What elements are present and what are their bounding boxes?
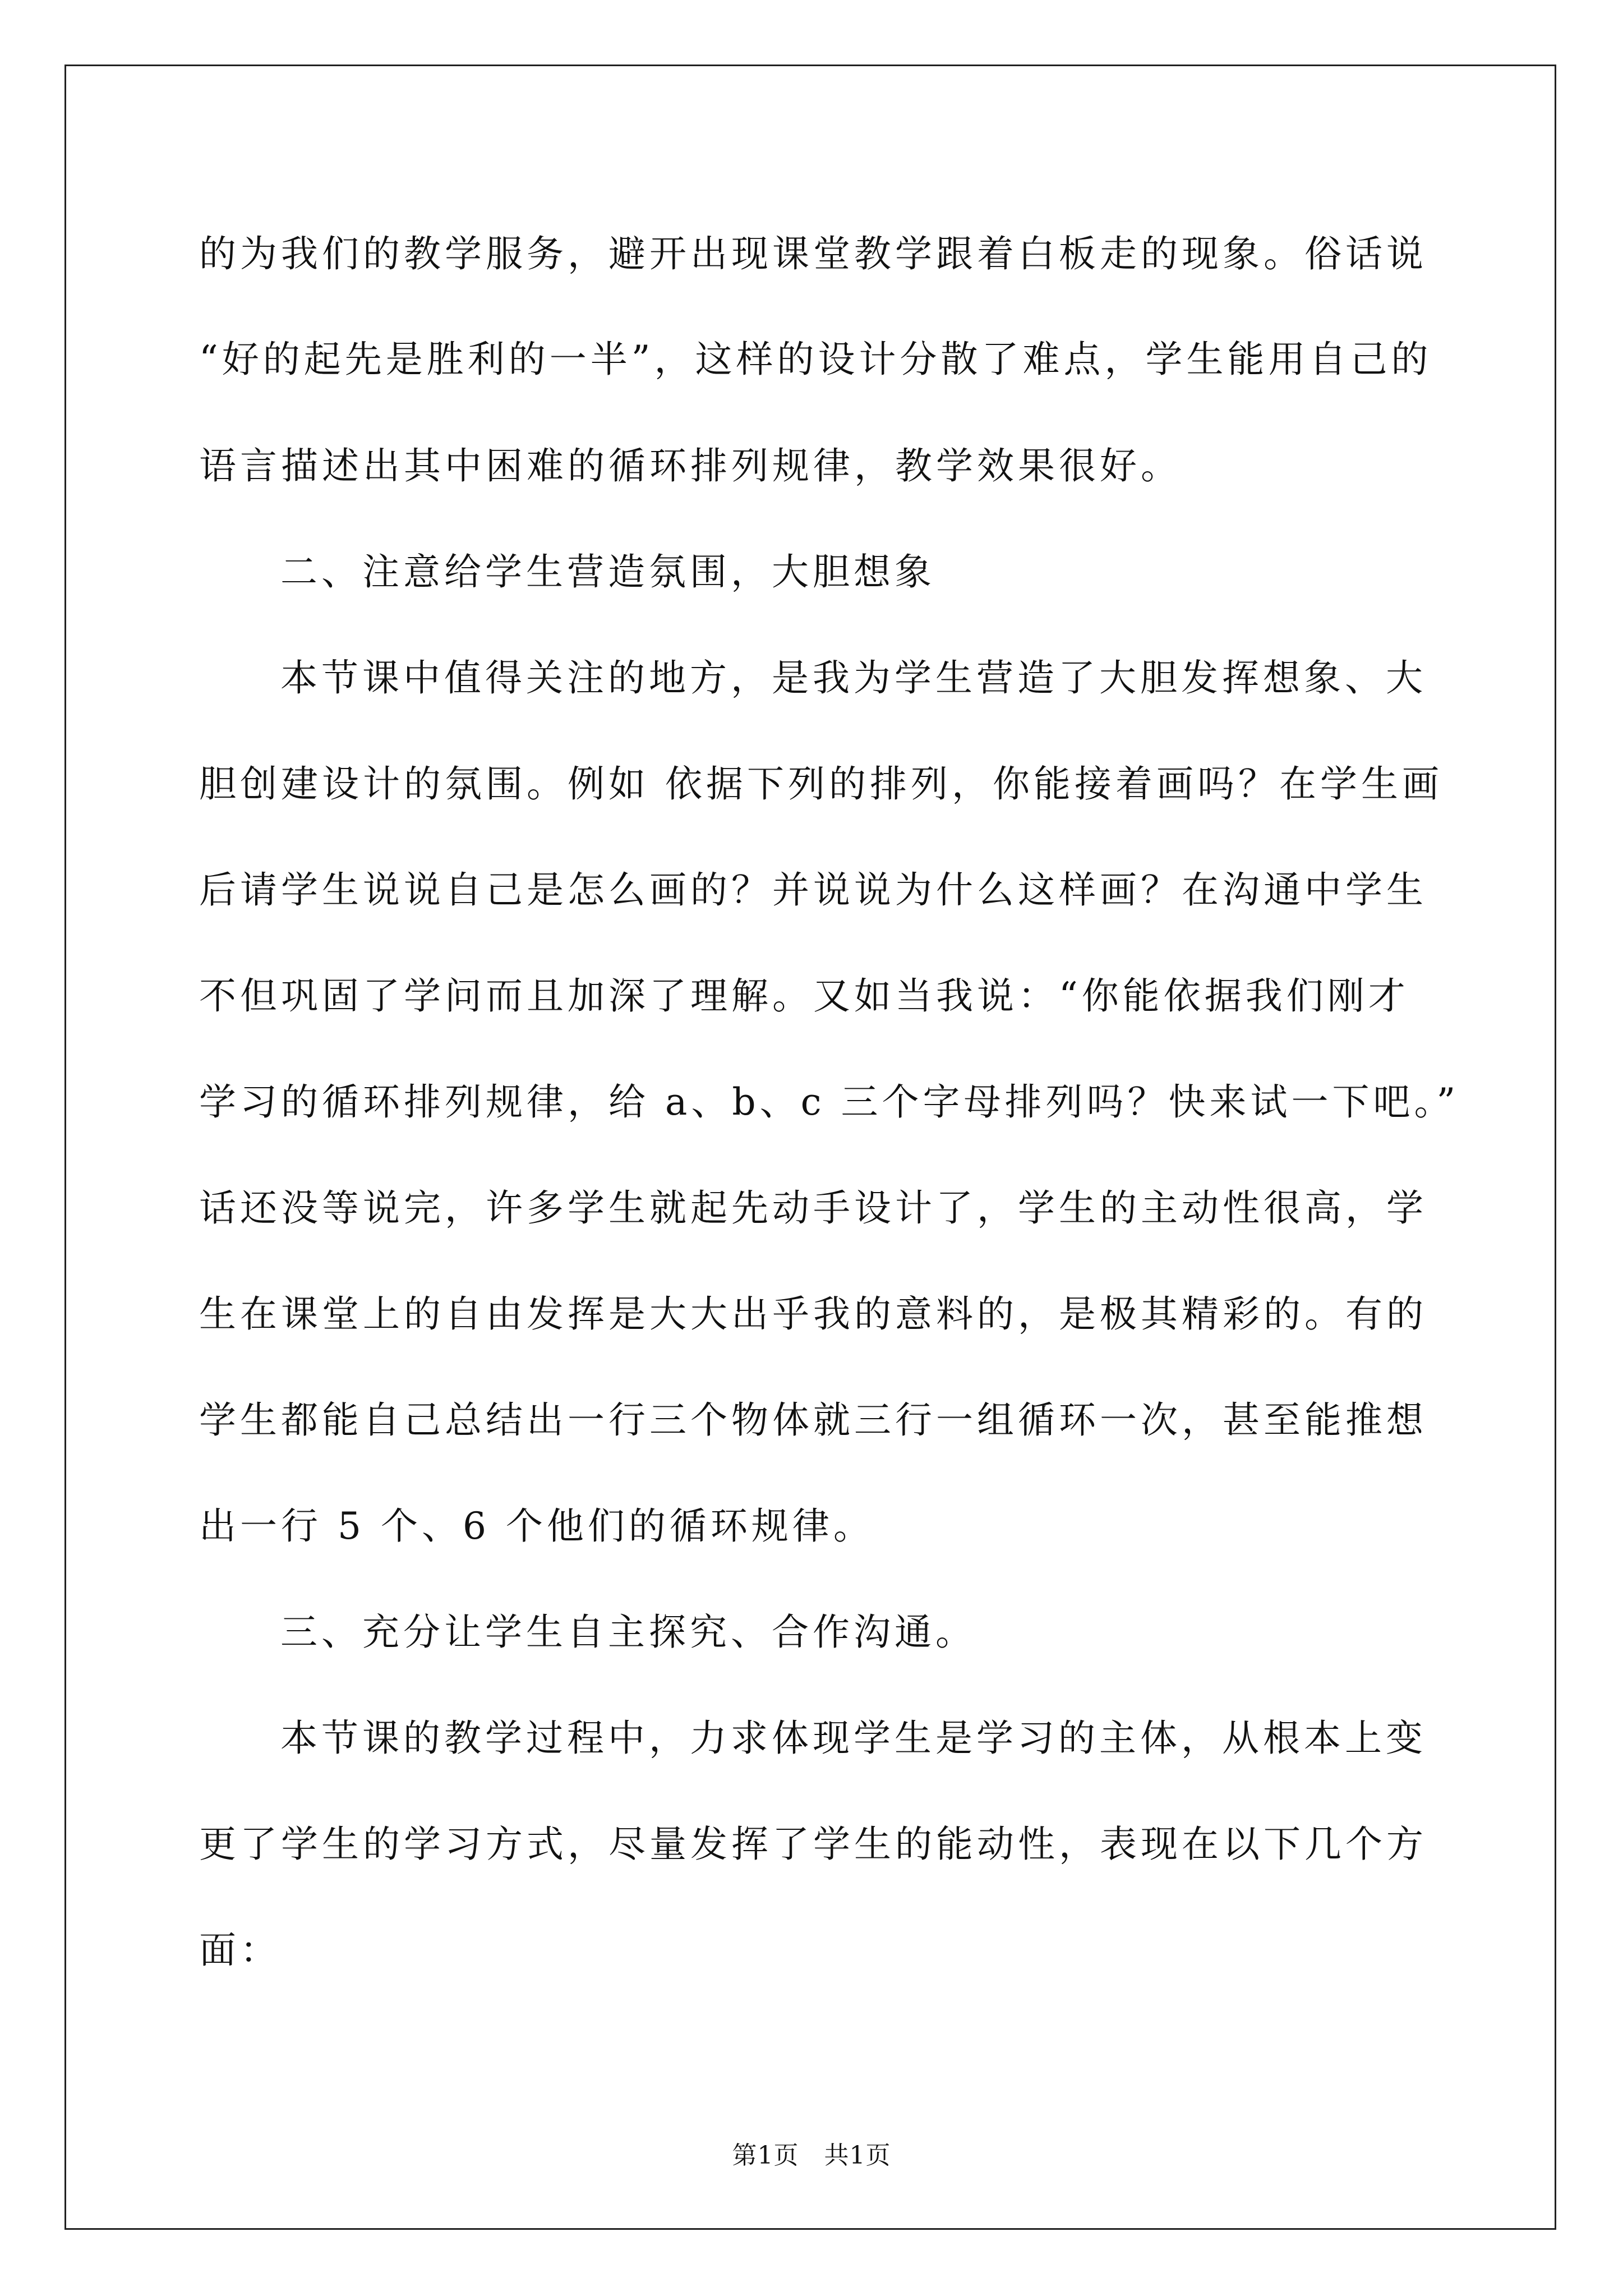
- body-line-15: 本节课的教学过程中，力求体现学生是学习的主体，从根本上变: [280, 1717, 1427, 1760]
- body-line-11: 生在课堂上的自由发挥是大大出乎我的意料的，是极其精彩的。有的: [199, 1292, 1427, 1336]
- body-line-16: 更了学生的学习方式，尽量发挥了学生的能动性，表现在以下几个方: [199, 1823, 1427, 1866]
- body-line-12: 学生都能自己总结出一行三个物体就三行一组循环一次，甚至能推想: [199, 1398, 1427, 1442]
- section-heading-2: 二、注意给学生营造氛围，大胆想象: [280, 550, 935, 593]
- body-line-3: 语言描述出其中困难的循环排列规律，教学效果很好。: [199, 444, 1182, 487]
- body-line-13: 出一行 5 个、6 个他们的循环规律。: [199, 1504, 874, 1548]
- body-line-17: 面：: [199, 1929, 281, 1972]
- body-line-9: 学习的循环排列规律，给 a、b、c 三个字母排列吗？快来试一下吧。”: [199, 1080, 1460, 1124]
- body-line-6: 胆创建设计的氛围。例如 依据下列的排列，你能接着画吗？在学生画: [199, 762, 1443, 806]
- body-line-5: 本节课中值得关注的地方，是我为学生营造了大胆发挥想象、大: [280, 656, 1427, 700]
- body-line-1: 的为我们的教学服务，避开出现课堂教学跟着白板走的现象。俗话说: [199, 232, 1427, 275]
- section-heading-3: 三、充分让学生自主探究、合作沟通。: [280, 1611, 976, 1654]
- body-line-8: 不但巩固了学问而且加深了理解。又如当我说：“你能依据我们刚才: [199, 974, 1409, 1018]
- body-line-10: 话还没等说完，许多学生就起先动手设计了，学生的主动性很高，学: [199, 1186, 1427, 1230]
- page-border: [64, 65, 1556, 2230]
- page-number-footer: 第1页 共1页: [732, 2141, 891, 2170]
- body-line-7: 后请学生说说自己是怎么画的？并说说为什么这样画？在沟通中学生: [199, 868, 1427, 912]
- body-line-2: “好的起先是胜利的一半”，这样的设计分散了难点，学生能用自己的: [199, 338, 1432, 381]
